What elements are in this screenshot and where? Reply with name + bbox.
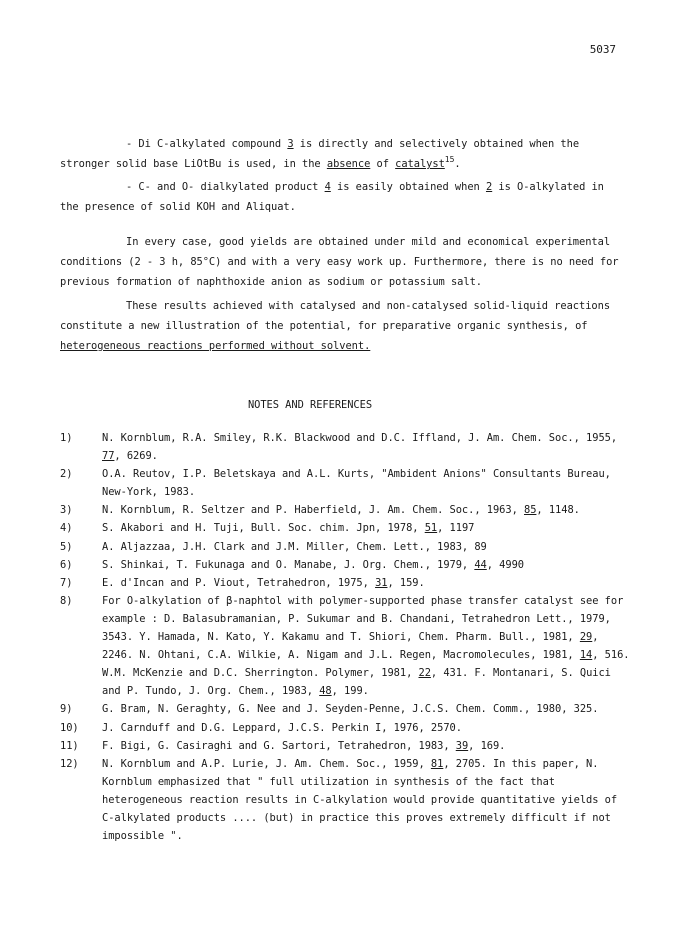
reference-item: 10) J. Carnduff and D.G. Leppard, J.C.S. Perkin I, 1976, 2570. <box>60 721 462 734</box>
reference-item: 9) G. Bram, N. Geraghty, G. Nee and J. Seyden-Penne, J.C.S. Chem. Comm., 1980, 325. <box>60 703 599 716</box>
notes-heading: NOTES AND REFERENCES <box>247 399 373 411</box>
paragraph-every-case: In every case, good yields are obtained under mild and economical experimental conditions (2 - 3 h, 85°C) and with a very easy work up. Furthermore, there is no need for previous formation of naphthoxide anion as sodium or potassium salt. <box>60 236 619 288</box>
footnote-ref: 15 <box>444 155 455 164</box>
reference-item: 11) F. Bigi, G. Casiraghi and G. Sartori, Tetrahedron, 1983, 39, 169. <box>60 739 506 752</box>
reference-item: 12) N. Kornblum and A.P. Lurie, J. Am. Chem. Soc., 1959, 81, 2705. In this paper, N. Kornblum emphasized that " full utilization in synthesis of the fact that heterogeneous reaction results in C-alkylation would provide quantitative yields of C-alkylated products .... (but) in practice this proves extremely difficult if not impossible ". <box>60 757 618 843</box>
reference-item: 2) O.A. Reutov, I.P. Beletskaya and A.L. Kurts, "Ambident Anions" Consultants Bureau, New-York, 1983. <box>60 468 611 499</box>
paragraph-dialkylated: - C- and O- dialkylated product 4 is easily obtained when 2 is O-alkylated in the presence of solid KOH and Aliquat. <box>60 181 604 213</box>
reference-item: 1) N. Kornblum, R.A. Smiley, R.K. Blackwood and D.C. Iffland, J. Am. Chem. Soc., 1955, 77, 6269. <box>60 432 618 463</box>
reference-item: 7) E. d'Incan and P. Viout, Tetrahedron, 1975, 31, 159. <box>60 576 425 589</box>
reference-item: 6) S. Shinkai, T. Fukunaga and O. Manabe, J. Org. Chem., 1979, 44, 4990 <box>60 558 524 571</box>
reference-item: 5) A. Aljazzaa, J.H. Clark and J.M. Miller, Chem. Lett., 1983, 89 <box>60 540 487 553</box>
reference-item: 3) N. Kornblum, R. Seltzer and P. Haberfield, J. Am. Chem. Soc., 1963, 85, 1148. <box>60 504 580 517</box>
reference-list <box>60 429 632 845</box>
paragraph-dicalkylated: - Di C-alkylated compound 3 is directly and selectively obtained when the stronger solid base LiOtBu is used, in the absence of catalyst$^{15}$. <box>60 138 580 170</box>
reference-item: 4) S. Akabori and H. Tuji, Bull. Soc. chim. Jpn, 1978, 51, 1197 <box>60 522 475 535</box>
reference-item: 8) For O-alkylation of β-naphtol with polymer-supported phase transfer catalyst see for example : D. Balasubramanian, P. Sukumar and B. Chandani, Tetrahedron Lett., 1979, 3543. Y. Hamada, N. Kato, Y. Kakamu and T. Shiori, Chem. Pharm. Bull., 1981, 29, 2246. N. Ohtani, C.A. Wilkie, A. Nigam and J.L. Regen, Macromolecules, 1981, 14, 516. W.M. McKenzie and D.C. Sherrington. Polymer, 1981, 22, 431. F. Montanari, S. Quici and P. Tundo, J. Org. Chem., 1983, 48, 199. <box>60 594 630 698</box>
page-number: 5037 <box>589 43 616 56</box>
paragraph-conclusion: These results achieved with catalysed and non-catalysed solid-liquid reactions constitute a new illustration of the potential, for preparative organic synthesis, of heterogeneous reactions performed without solvent. <box>60 300 611 352</box>
